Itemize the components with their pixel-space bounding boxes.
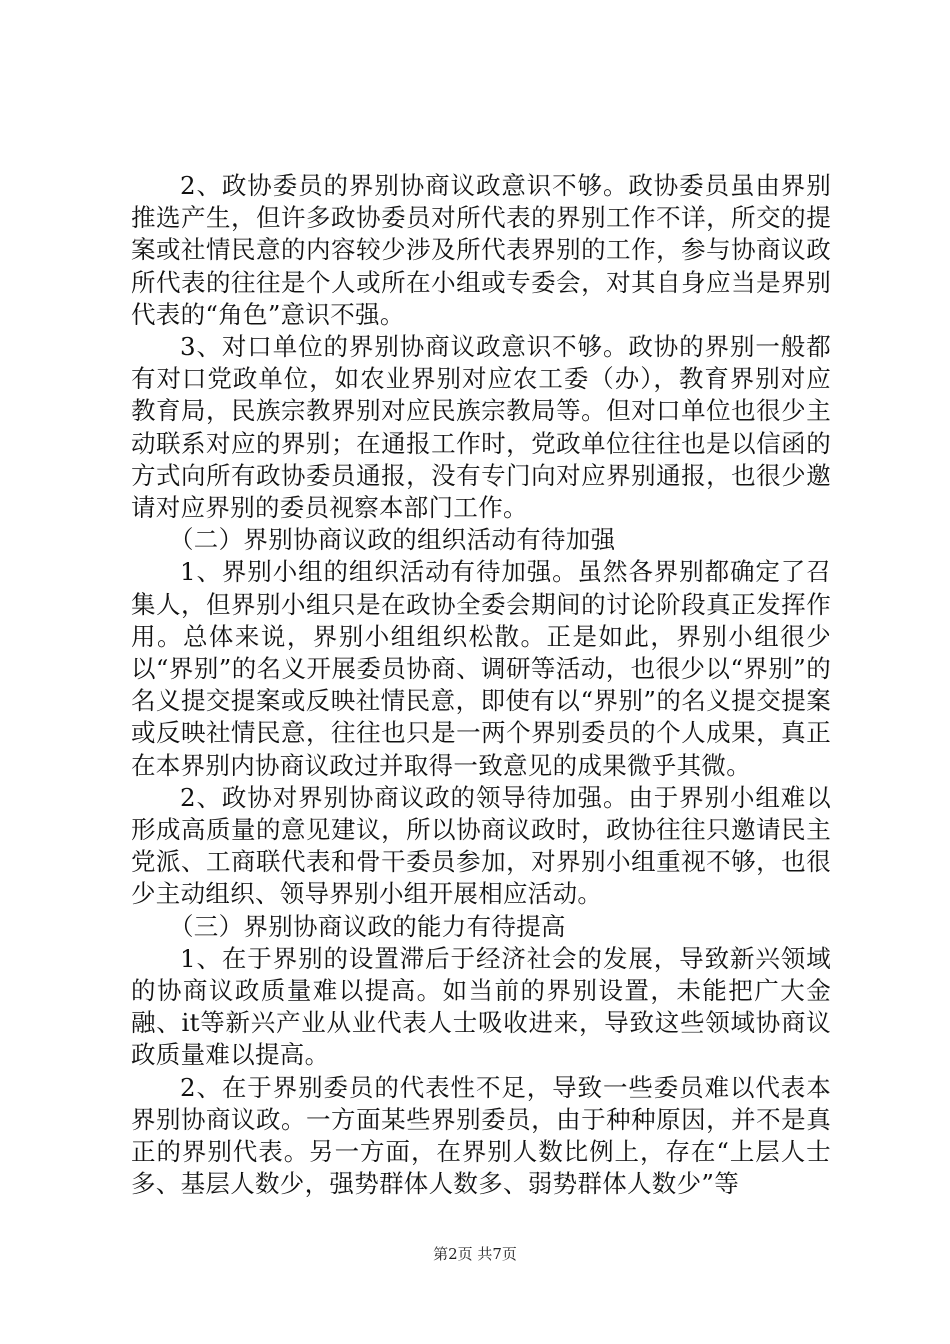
- paragraph: 1、在于界别的设置滞后于经济社会的发展，导致新兴领域的协商议政质量难以提高。如当前的界别设置，未能把广大金融、it等新兴产业从业代表人士吸收进来，导致这些领域协商议政质量难以提高。: [131, 943, 831, 1070]
- section-heading: （二）界别协商议政的组织活动有待加强: [169, 525, 616, 555]
- section-heading: （三）界别协商议政的能力有待提高: [169, 911, 566, 941]
- page-number-footer: 第2页 共7页: [433, 1245, 517, 1263]
- paragraph: 3、对口单位的界别协商议政意识不够。政协的界别一般都有对口党政单位，如农业界别对应农工委（办），教育界别对应教育局，民族宗教界别对应民族宗教局等。但对口单位也很少主动联系对应的界别；在通报工作时，党政单位往往也是以信函的方式向所有政协委员通报，没有专门向对应界别通报，也很少邀请对应界别的委员视察本部门工作。: [131, 332, 831, 523]
- paragraph: 2、政协委员的界别协商议政意识不够。政协委员虽由界别推选产生，但许多政协委员对所代表的界别工作不详，所交的提案或社情民意的内容较少涉及所代表界别的工作，参与协商议政所代表的往往是个人或所在小组或专委会，对其自身应当是界别代表的“角色”意识不强。: [131, 171, 831, 329]
- paragraph: 2、在于界别委员的代表性不足，导致一些委员难以代表本界别协商议政。一方面某些界别委员，由于种种原因，并不是真正的界别代表。另一方面，在界别人数比例上，存在“上层人士多、基层人数少，强势群体人数多、弱势群体人数少”等: [131, 1072, 831, 1199]
- paragraph: 2、政协对界别协商议政的领导待加强。由于界别小组难以形成高质量的意见建议，所以协商议政时，政协往往只邀请民主党派、工商联代表和骨干委员参加，对界别小组重视不够，也很少主动组织、领导界别小组开展相应活动。: [131, 782, 831, 909]
- document-body: [131, 170, 831, 1201]
- paragraph: 1、界别小组的组织活动有待加强。虽然各界别都确定了召集人，但界别小组只是在政协全委会期间的讨论阶段真正发挥作用。总体来说，界别小组组织松散。正是如此，界别小组很少以“界别”的名义开展委员协商、调研等活动，也很少以“界别”的名义提交提案或反映社情民意，即使有以“界别”的名义提交提案或反映社情民意，往往也只是一两个界别委员的个人成果，真正在本界别内协商议政过并取得一致意见的成果微乎其微。: [131, 557, 831, 780]
